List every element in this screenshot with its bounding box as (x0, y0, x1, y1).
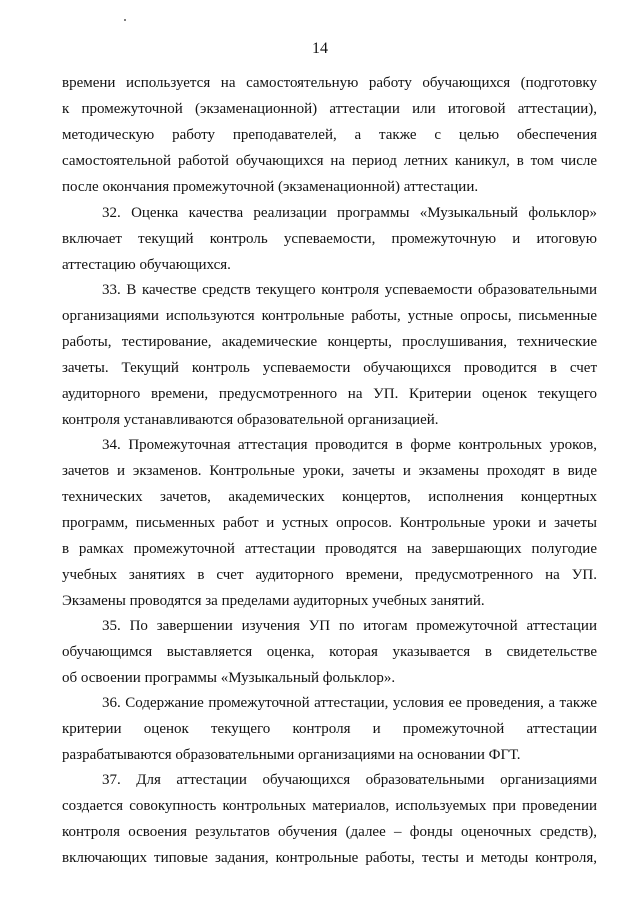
text-line: методическую работу преподавателей, а также с целью обеспечения (62, 127, 597, 143)
text-line: аттестацию обучающихся. (62, 257, 231, 273)
text-line: после окончания промежуточной (экзаменационной) аттестации. (62, 179, 479, 195)
paragraph-37-first-line: 37. Для аттестации обучающихся образовательными организациями (102, 772, 597, 788)
scan-speck (124, 19, 126, 21)
text-line: времени используется на самостоятельную работу обучающихся (подготовку (62, 75, 597, 91)
text-line: об освоении программы «Музыкальный фольклор». (62, 670, 396, 686)
text-line: технических зачетов, академических концертов, исполнения концертных (62, 489, 597, 505)
text-line: в рамках промежуточной аттестации проводятся на завершающих полугодие (62, 541, 597, 557)
paragraph-36-first-line: 36. Содержание промежуточной аттестации, условия ее проведения, а также (102, 695, 597, 711)
text-line: организациями используются контрольные работы, устные опросы, письменные (62, 308, 597, 324)
text-line: критерии оценок текущего контроля и промежуточной аттестации (62, 721, 597, 737)
text-line: самостоятельной работой обучающихся на период летних каникул, в том числе (62, 153, 597, 169)
text-line: к промежуточной (экзаменационной) аттестации или итоговой аттестации), (62, 101, 597, 117)
text-line: зачеты. Текущий контроль успеваемости обучающихся проводится в счет (62, 360, 597, 376)
text-line: обучающимся выставляется оценка, которая указывается в свидетельстве (62, 644, 597, 660)
paragraph-33-first-line: 33. В качестве средств текущего контроля успеваемости образовательными (102, 282, 597, 298)
text-line: учебных занятиях в счет аудиторного времени, предусмотренного на УП. (62, 567, 597, 583)
page-number: 14 (312, 40, 328, 57)
paragraph-35-first-line: 35. По завершении изучения УП по итогам промежуточной аттестации (102, 618, 597, 634)
text-line: программ, письменных работ и устных опросов. Контрольные уроки и зачеты (62, 515, 597, 531)
paragraph-32-first-line: 32. Оценка качества реализации программы «Музыкальный фольклор» (102, 205, 597, 221)
text-line: контроля освоения результатов обучения (далее – фонды оценочных средств), (62, 824, 597, 840)
text-line: зачетов и экзаменов. Контрольные уроки, зачеты и экзамены проходят в виде (62, 463, 597, 479)
paragraph-34-first-line: 34. Промежуточная аттестация проводится в форме контрольных уроков, (102, 437, 597, 453)
text-line: Экзамены проводятся за пределами аудиторных учебных занятий. (62, 593, 485, 609)
text-line: включающих типовые задания, контрольные работы, тесты и методы контроля, (62, 850, 597, 866)
text-line: создается совокупность контрольных материалов, используемых при проведении (62, 798, 597, 814)
text-line: аудиторного времени, предусмотренного на УП. Критерии оценок текущего (62, 386, 597, 402)
page-bottom-edge (0, 893, 640, 905)
text-line: включает текущий контроль успеваемости, промежуточную и итоговую (62, 231, 597, 247)
text-line: разрабатываются образовательными организациями на основании ФГТ. (62, 747, 521, 763)
text-line: контроля устанавливаются образовательной организацией. (62, 412, 439, 428)
text-line: работы, тестирование, академические концерты, прослушивания, технические (62, 334, 597, 350)
